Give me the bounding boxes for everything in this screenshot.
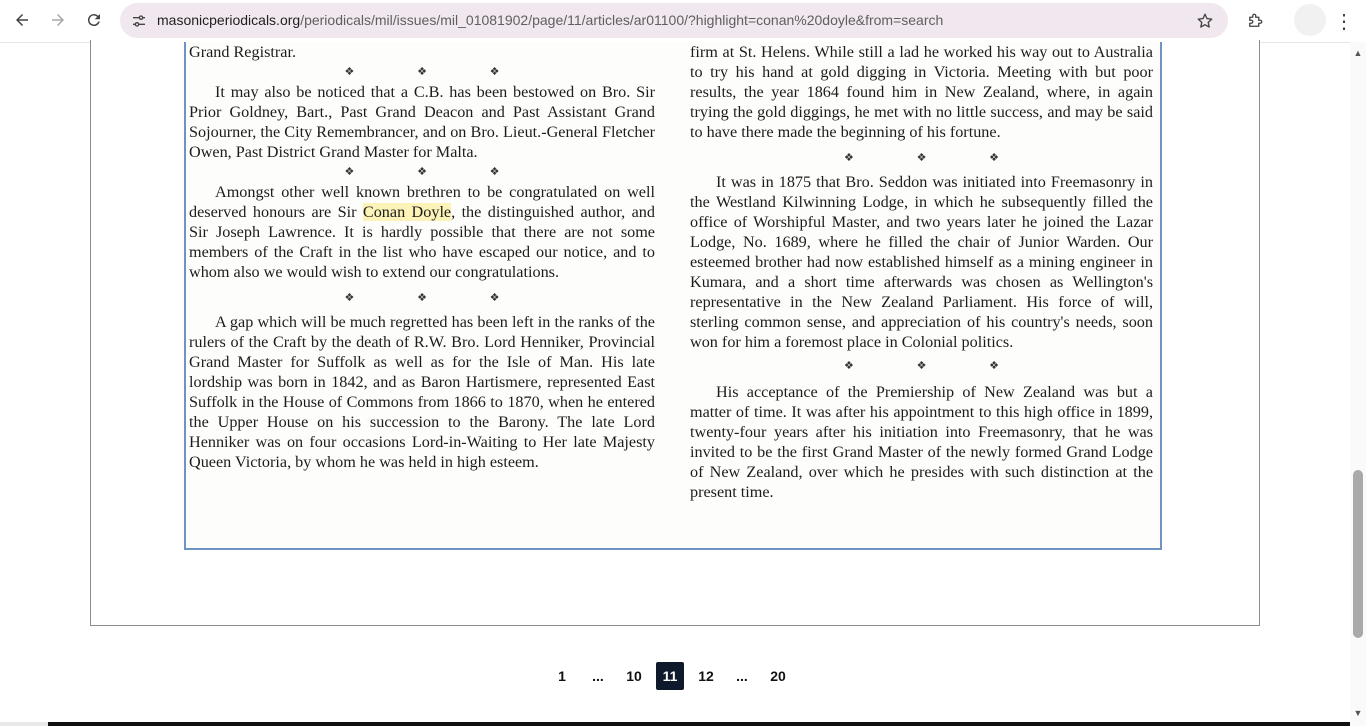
page-scrollbar[interactable] (1350, 42, 1366, 726)
reload-icon (85, 11, 103, 29)
ornament-divider: ❖ ❖ ❖ (344, 292, 530, 304)
browser-menu-button[interactable] (1330, 6, 1358, 36)
article-scan (184, 42, 1162, 550)
article-paragraph: Grand Registrar. (189, 43, 296, 61)
page-link-12[interactable]: 12 (698, 668, 714, 684)
page-link-11[interactable]: 11 (656, 662, 684, 690)
page-link-10[interactable]: 10 (626, 668, 642, 684)
puzzle-icon (1246, 12, 1264, 30)
reload-button[interactable] (79, 5, 109, 35)
bookmark-button[interactable] (1192, 8, 1218, 34)
article-column-right (690, 42, 1153, 502)
profile-avatar[interactable] (1294, 4, 1326, 36)
forward-button[interactable] (43, 5, 73, 35)
page-link-1[interactable]: 1 (558, 668, 566, 684)
article-paragraph: A gap which will be much regretted has been left in the ranks of the rulers of the Craft by the death of R.W. Bro. Lord Henniker, Provincial Grand Master for Suffolk as well as for the Isle of Man. His late lordship was born in 1842, and as Baron Hartismere, represented East Suffolk in the House of Commons from 1866 to 1870, when he entered the Upper House on his succession to the Barony. The late Lord Henniker was on four occasions Lord-in-Waiting to Her late Majesty Queen Victoria, by whom he was held in high esteem. (189, 313, 655, 471)
article-paragraph: It may also be noticed that a C.B. has been bestowed on Bro. Sir Prior Goldney, Bart., Past Grand Deacon and Past Assistant Grand Sojourner, the City Remembrancer, and on Bro. Lieut.-General Fletcher Owen, Past District Grand Master for Malta. (189, 83, 655, 161)
url-text[interactable] (157, 12, 943, 28)
star-icon (1196, 12, 1214, 30)
paragraph-text: , the distinguished author, and Sir Joseph Lawrence. It is hardly possible that there are not some members of the Craft in the list who have escaped our notice, and to whom also we would wish to extend our congratulations. (189, 203, 655, 281)
kebab-menu-icon: ⋮ (1334, 10, 1354, 33)
article-paragraph: It was in 1875 that Bro. Seddon was initiated into Freemasonry in the Westland Kilwinning Lodge, in which he subsequently filled the office of Worshipful Master, and two years later he joined the Lazar Lodge, No. 1689, where he filled the chair of Junior Warden. Our esteemed brother had now established himself as a mining engineer in Kumara, and a short time afterwards was chosen as Wellington's representative in the New Zealand Parliament. His force of will, sterling common sense, and appreciation of his country's needs, soon won for him a foremost place in Colonial politics. (690, 173, 1153, 351)
back-button[interactable] (7, 5, 37, 35)
browser-toolbar (0, 0, 1366, 43)
scroll-up-arrow-icon[interactable]: ▲ (1353, 48, 1363, 58)
url-domain: masonicperiodicals.org (157, 12, 301, 28)
search-highlight: Conan Doyle (362, 203, 452, 221)
article-column-left (189, 42, 655, 472)
article-paragraph (189, 182, 655, 282)
ornament-divider: ❖ ❖ ❖ (344, 66, 530, 78)
site-info-button[interactable] (126, 8, 152, 34)
url-path: /periodicals/mil/issues/mil_01081902/page/11/articles/ar01100/?highlight=conan%20doyle&from=search (300, 12, 944, 28)
scrollbar-thumb[interactable] (1353, 470, 1363, 638)
scroll-down-arrow-icon[interactable]: ▼ (1353, 708, 1363, 718)
bottom-edge-bar (0, 722, 1350, 726)
arrow-right-icon (49, 11, 67, 29)
article-paragraph: His acceptance of the Premiership of New Zealand was but a matter of time. It was after his appointment to this high office in 1899, twenty-four years after his initiation into Freemasonry, that he was invited to be the first Grand Master of the newly formed Grand Lodge of New Zealand, over which he presides with such distinction at the present time. (690, 383, 1153, 501)
arrow-left-icon (13, 11, 31, 29)
page-link-20[interactable]: 20 (770, 668, 786, 684)
paragraph-text: Amongst other well known brethren to be congratulated on well deserved honours are Sir (189, 183, 655, 221)
ornament-divider: ❖ ❖ ❖ (843, 152, 1030, 164)
ornament-divider: ❖ ❖ ❖ (344, 166, 530, 178)
address-bar[interactable] (120, 3, 1228, 38)
ornament-divider: ❖ ❖ ❖ (843, 360, 1030, 372)
pagination-ellipsis: ... (592, 668, 604, 684)
pagination (548, 662, 800, 690)
extensions-button[interactable] (1240, 6, 1270, 36)
tune-icon (131, 13, 147, 29)
article-paragraph: firm at St. Helens. While still a lad he worked his way out to Australia to try his hand at gold digging in Victoria. Meeting with but poor results, the year 1864 found him in New Zealand, where, in again trying the gold diggings, he met with no little success, and may be said to have there made the beginning of his fortune. (690, 43, 1153, 141)
pagination-ellipsis: ... (736, 668, 748, 684)
